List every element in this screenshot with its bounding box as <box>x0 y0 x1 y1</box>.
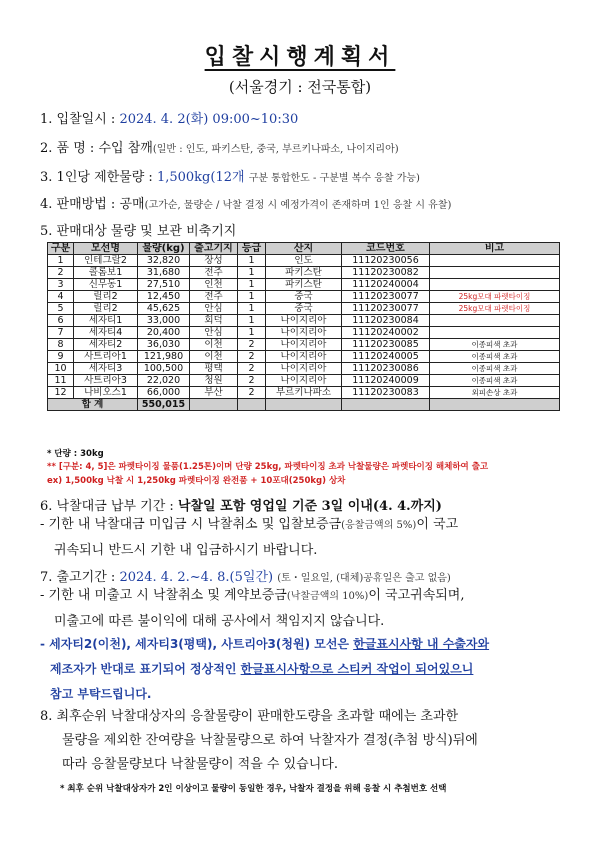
item-product: 2. 품 명 : 수입 참깨(일반 : 인도, 파키스탄, 중국, 부르키나파소, 나이지리아) <box>40 141 399 156</box>
table-cell: 66,000 <box>138 387 190 399</box>
table-cell: 중국 <box>266 303 342 315</box>
table-cell: 외피손상 초과 <box>430 387 560 399</box>
col-header: 출고기지 <box>190 243 238 255</box>
table-row <box>48 291 560 303</box>
table-cell: 11120230086 <box>342 363 430 375</box>
item-tiebreak: 8. 최후순위 낙찰대상자의 응찰물량이 판매한도량을 초과할 때에는 초과한 물량을 제외한 잔여량을 낙찰물량으로 하여 낙찰자가 결정(추첨 방식)뒤에 따라 응찰물량보다 낙찰물량이 적을 수 있습니다. <box>40 709 478 772</box>
table-cell: 1 <box>238 279 266 291</box>
table-cell: 45,625 <box>138 303 190 315</box>
shipping-warning: - 기한 내 미출고 시 낙찰취소 및 계약보증금(낙찰금액의 10%)이 국고귀속되며, 미출고에 따른 불이익에 대해 공사에서 책임지지 않습니다. <box>40 588 465 629</box>
table-cell: 12 <box>48 387 74 399</box>
table-cell: 인도 <box>266 255 342 267</box>
table-cell: 나이지리아 <box>266 327 342 339</box>
table-cell: 3 <box>48 279 74 291</box>
table-cell: 나이지리아 <box>266 363 342 375</box>
table-cell: 이종피색 초과 <box>430 339 560 351</box>
col-header: 산지 <box>266 243 342 255</box>
payment-warning: - 기한 내 낙찰대금 미입금 시 낙찰취소 및 입찰보증금(응찰금액의 5%)이 국고 귀속되니 반드시 기한 내 입금하시기 바랍니다. <box>40 517 459 558</box>
table-cell: 세자티4 <box>74 327 138 339</box>
table-cell: 2 <box>238 387 266 399</box>
table-cell: 1 <box>238 255 266 267</box>
table-cell: 33,000 <box>138 315 190 327</box>
table-cell <box>430 315 560 327</box>
table-cell: 세자티2 <box>74 339 138 351</box>
table-cell: 1 <box>238 327 266 339</box>
table-cell: 청원 <box>190 375 238 387</box>
table-cell: 파키스탄 <box>266 279 342 291</box>
item-stock-heading: 5. 판매대상 물량 및 보관 비축기지 <box>40 224 237 239</box>
table-cell: 1 <box>238 267 266 279</box>
table-cell: 이종피색 초과 <box>430 363 560 375</box>
table-cell: 전주 <box>190 291 238 303</box>
table-cell: 사트리아3 <box>74 375 138 387</box>
table-cell: 나이지리아 <box>266 315 342 327</box>
table-header-row <box>48 243 560 255</box>
table-cell: 11120240002 <box>342 327 430 339</box>
table-cell: 나이지리아 <box>266 339 342 351</box>
table-cell: 중국 <box>266 291 342 303</box>
table-cell: 1 <box>48 255 74 267</box>
table-row <box>48 267 560 279</box>
table-cell: 11120230056 <box>342 255 430 267</box>
table-row <box>48 363 560 375</box>
table-cell: 1 <box>238 291 266 303</box>
table-cell: 11120240004 <box>342 279 430 291</box>
table-cell: 2 <box>48 267 74 279</box>
item-shipping-period: 7. 출고기간 : 2024. 4. 2.~4. 8.(5일간) (토・일요일, (대체)공휴일은 출고 없음) <box>40 570 451 585</box>
table-cell: 이천 <box>190 351 238 363</box>
stock-table <box>47 242 560 411</box>
table-cell: 나이지리아 <box>266 375 342 387</box>
table-cell: 25kg모대 파렛타이징 <box>430 291 560 303</box>
table-row <box>48 327 560 339</box>
table-cell: 11120230083 <box>342 387 430 399</box>
table-cell: 회덕 <box>190 315 238 327</box>
table-total-row <box>48 399 560 411</box>
table-cell: 5 <box>48 303 74 315</box>
table-row <box>48 339 560 351</box>
table-cell: 전주 <box>190 267 238 279</box>
table-cell: 11120230084 <box>342 315 430 327</box>
table-cell: 11 <box>48 375 74 387</box>
table-row <box>48 279 560 291</box>
table-cell: 20,400 <box>138 327 190 339</box>
table-row <box>48 255 560 267</box>
table-cell: 8 <box>48 339 74 351</box>
unit-note: * 단량 : 30kg <box>47 449 104 459</box>
table-row <box>48 351 560 363</box>
col-header: 등급 <box>238 243 266 255</box>
table-cell: 2 <box>238 351 266 363</box>
table-cell: 6 <box>48 315 74 327</box>
col-header: 구분 <box>48 243 74 255</box>
table-cell: 11120240009 <box>342 375 430 387</box>
table-cell: 파키스탄 <box>266 267 342 279</box>
item-sale-method: 4. 판매방법 : 공매(고가순, 물량순 / 낙찰 결정 시 예정가격이 존재하며 1인 응찰 시 유찰) <box>40 197 452 212</box>
table-cell: 7 <box>48 327 74 339</box>
table-cell: 25kg모대 파렛타이징 <box>430 303 560 315</box>
table-cell: 장성 <box>190 255 238 267</box>
footnote: * 최후 순위 낙찰대상자가 2인 이상이고 물량이 동일한 경우, 낙찰자 결정을 위해 응찰 시 추첨번호 선택 <box>60 784 447 794</box>
table-cell: 36,030 <box>138 339 190 351</box>
table-cell: 11120230082 <box>342 267 430 279</box>
table-cell: 9 <box>48 351 74 363</box>
table-cell: 릴리2 <box>74 303 138 315</box>
table-cell <box>430 327 560 339</box>
table-cell: 부산 <box>190 387 238 399</box>
table-cell: 12,450 <box>138 291 190 303</box>
table-cell: 11120230077 <box>342 303 430 315</box>
table-cell: 22,020 <box>138 375 190 387</box>
table-cell <box>430 267 560 279</box>
page-title: 입찰시행계획서 <box>204 44 396 70</box>
table-cell: 부르키나파소 <box>266 387 342 399</box>
table-cell: 사트리아1 <box>74 351 138 363</box>
table-cell: 11120230077 <box>342 291 430 303</box>
table-cell: 2 <box>238 375 266 387</box>
col-header: 모선명 <box>74 243 138 255</box>
table-cell: 이천 <box>190 339 238 351</box>
table-cell: 이종피색 초과 <box>430 351 560 363</box>
table-cell: 4 <box>48 291 74 303</box>
label-notice: - 세자티2(이천), 세자티3(평택), 사트리아3(청원) 모선은 한글표시사항 내 수출자와 제조자가 반대로 표기되어 정상적인 한글표시사항으로 스티커 작업이 되어있으니 참고 부탁드립니다. <box>40 637 490 701</box>
table-cell: 나비오스1 <box>74 387 138 399</box>
table-cell: 평택 <box>190 363 238 375</box>
table-cell: 2 <box>238 339 266 351</box>
table-cell: 11120230085 <box>342 339 430 351</box>
table-cell: 1 <box>238 315 266 327</box>
table-row <box>48 315 560 327</box>
table-cell: 세자티3 <box>74 363 138 375</box>
table-cell: 안심 <box>190 327 238 339</box>
table-cell: 인테그랄2 <box>74 255 138 267</box>
table-cell: 11120240005 <box>342 351 430 363</box>
table-row <box>48 303 560 315</box>
table-cell: 1 <box>238 303 266 315</box>
col-header: 코드번호 <box>342 243 430 255</box>
table-cell: 세자티1 <box>74 315 138 327</box>
item-payment-period: 6. 낙찰대금 납부 기간 : 낙찰일 포함 영업일 기준 3일 이내(4. 4.까지) <box>40 499 442 514</box>
table-cell: 100,500 <box>138 363 190 375</box>
col-header: 물량(kg) <box>138 243 190 255</box>
table-cell <box>430 279 560 291</box>
table-cell: 32,820 <box>138 255 190 267</box>
table-row <box>48 375 560 387</box>
table-cell <box>430 255 560 267</box>
col-header: 비고 <box>430 243 560 255</box>
table-cell: 콜롬보1 <box>74 267 138 279</box>
table-cell: 나이지리아 <box>266 351 342 363</box>
table-cell: 121,980 <box>138 351 190 363</box>
table-cell: 신무동1 <box>74 279 138 291</box>
page-subtitle: (서울경기 : 전국통합) <box>228 78 372 96</box>
table-cell: 릴리2 <box>74 291 138 303</box>
total-label: 합 계 <box>48 399 138 411</box>
table-cell: 2 <box>238 363 266 375</box>
pallet-note: ** [구분: 4, 5]은 파렛타이징 물품(1.25톤)이며 단량 25kg, 파렛타이징 초과 낙찰물량은 파렛타이징 해체하여 출고 <box>47 462 489 472</box>
table-cell: 이종피색 초과 <box>430 375 560 387</box>
table-cell: 안심 <box>190 303 238 315</box>
item-bid-date: 1. 입찰일시 : 2024. 4. 2(화) 09:00~10:30 <box>40 112 299 127</box>
table-cell: 인천 <box>190 279 238 291</box>
table-cell: 10 <box>48 363 74 375</box>
table-cell: 27,510 <box>138 279 190 291</box>
pallet-example: ex) 1,500kg 낙찰 시 1,250kg 파렛타이징 완전품 + 10포대(250kg) 상차 <box>47 476 346 486</box>
table-row <box>48 387 560 399</box>
total-value: 550,015 <box>138 399 190 411</box>
table-cell: 31,680 <box>138 267 190 279</box>
item-limit: 3. 1인당 제한물량 : 1,500kg(12개 구분 통합한도 - 구분별 복수 응찰 가능) <box>40 170 420 185</box>
